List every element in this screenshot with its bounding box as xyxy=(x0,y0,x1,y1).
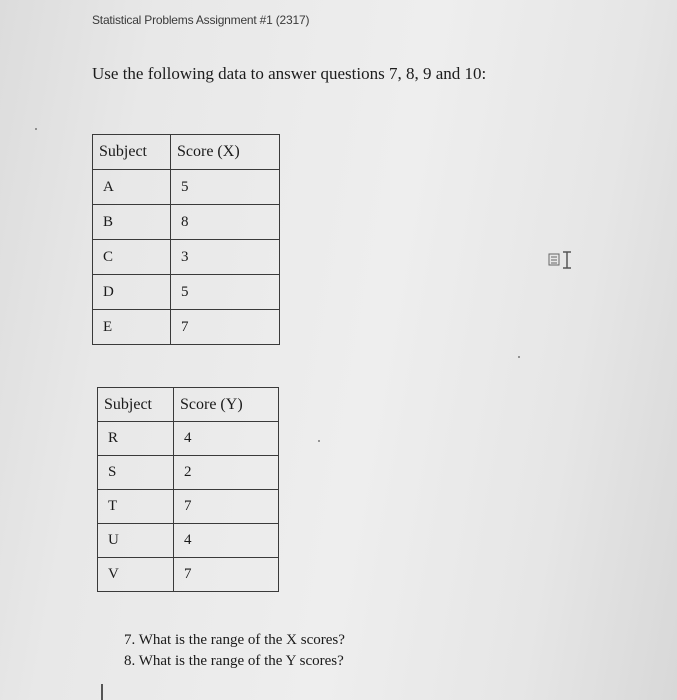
subject-cell: R xyxy=(98,422,174,456)
table-row xyxy=(98,422,279,456)
text-caret xyxy=(101,684,103,700)
subject-cell: D xyxy=(93,275,171,310)
score-y-table xyxy=(97,387,279,592)
column-header-score-x: Score (X) xyxy=(171,135,280,170)
table-row xyxy=(98,490,279,524)
score-cell: 3 xyxy=(171,240,280,275)
table-row xyxy=(93,310,280,345)
score-cell: 4 xyxy=(174,422,279,456)
question-8: 8. What is the range of the Y scores? xyxy=(124,653,344,669)
subject-cell: C xyxy=(93,240,171,275)
subject-cell: S xyxy=(98,456,174,490)
subject-cell: B xyxy=(93,205,171,240)
subject-cell: A xyxy=(93,170,171,205)
table-row xyxy=(93,170,280,205)
column-header-subject: Subject xyxy=(93,135,171,170)
score-cell: 8 xyxy=(171,205,280,240)
score-cell: 5 xyxy=(171,170,280,205)
question-list xyxy=(124,630,345,672)
table-header-row xyxy=(93,135,280,170)
document-header: Statistical Problems Assignment #1 (2317) xyxy=(92,13,310,27)
score-x-table xyxy=(92,134,280,345)
score-cell: 5 xyxy=(171,275,280,310)
question-7: 7. What is the range of the X scores? xyxy=(124,632,345,648)
table-row xyxy=(98,558,279,592)
table-row xyxy=(98,524,279,558)
table-row xyxy=(93,275,280,310)
score-cell: 2 xyxy=(174,456,279,490)
score-cell: 7 xyxy=(174,490,279,524)
screen-speck xyxy=(318,440,320,442)
column-header-score-y: Score (Y) xyxy=(174,388,279,422)
table-row xyxy=(98,456,279,490)
subject-cell: V xyxy=(98,558,174,592)
text-cursor-icon xyxy=(548,250,574,270)
column-header-subject: Subject xyxy=(98,388,174,422)
score-cell: 4 xyxy=(174,524,279,558)
table-row xyxy=(93,240,280,275)
subject-cell: T xyxy=(98,490,174,524)
screen-speck xyxy=(518,356,520,358)
instructions-text: Use the following data to answer questions 7, 8, 9 and 10: xyxy=(92,64,487,83)
score-cell: 7 xyxy=(174,558,279,592)
table-header-row xyxy=(98,388,279,422)
table-row xyxy=(93,205,280,240)
subject-cell: E xyxy=(93,310,171,345)
subject-cell: U xyxy=(98,524,174,558)
score-cell: 7 xyxy=(171,310,280,345)
screen-speck xyxy=(35,128,37,130)
